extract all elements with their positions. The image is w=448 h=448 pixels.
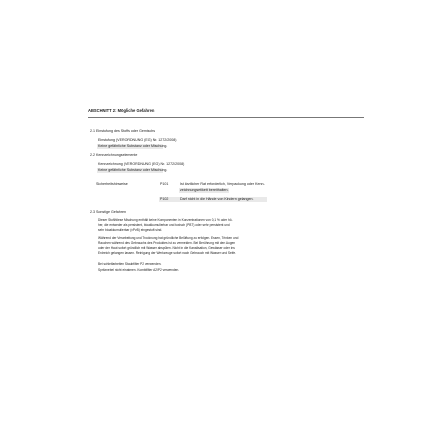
section-divider xyxy=(88,117,364,118)
s21-heading: 2.1 Einstufung des Stoffs oder Gemischs xyxy=(90,129,156,133)
section-heading: ABSCHNITT 2: Mögliche Gefahren xyxy=(88,108,155,113)
p101-text: Ist ärztlicher Rat erforderlich, Verpackung oder Kenn- xyxy=(180,182,265,186)
p101-code: P101 xyxy=(160,182,169,186)
s23-heading: 2.3 Sonstige Gefahren xyxy=(90,210,126,214)
s23-p2-line1: Während der Verarbeitung und Trocknung hat gründliche Belüftung zu erfolgen. Essen, Trinken und xyxy=(98,236,239,240)
s21-line1: Einstufung (VERORDNUNG (EG) Nr. 1272/2008) xyxy=(98,138,177,142)
s23-p1-line1: Dieser Stoff/diese Mischung enthält keine Komponenten in Konzentrationen von 0,1 % oder hö- xyxy=(98,218,233,222)
s23-p1-line2: her, die entweder als persistent, bioakkumulierbar und toxisch (PBT) oder sehr persistent und xyxy=(98,223,230,227)
s22-heading: 2.2 Kennzeichnungselemente xyxy=(90,153,138,157)
s23-p2-line3: oder der Haut sofort gründlich mit Wasser abspülen. Nicht in die Kanalisation, Gewässer oder ins xyxy=(98,246,235,250)
p101-cont: zeichnungsetikett bereithalten. xyxy=(180,188,229,192)
s22-line2: Keine gefährliche Substanz oder Mischung. xyxy=(98,168,168,172)
s23-p1-line3: sehr bioakkumulierbar (vPvB) eingestuft sind. xyxy=(98,228,163,232)
s23-p4: Spritznebel nicht einatmen. Kombifilter A2/P2 verwenden. xyxy=(98,268,180,272)
s23-p3: Bei schleifarbeiten Staubfilter P2 verwenden. xyxy=(98,262,162,266)
s23-p2-line2: Rauchen während des Gebrauchs des Produktes ist zu vermeiden. Bei Berührung mit den Augen xyxy=(98,241,236,245)
s22-line1: Kennzeichnung (VERORDNUNG (EG) Nr. 1272/2008) xyxy=(98,162,185,166)
s21-line2: Keine gefährliche Substanz oder Mischung. xyxy=(98,144,168,148)
p102-code: P102 xyxy=(160,197,169,201)
precaution-label: Sicherheitshinweise xyxy=(96,182,128,186)
p102-text: Darf nicht in die Hände von Kindern gelangen. xyxy=(180,197,254,201)
s23-p2-line4: Erdreich gelangen lassen. Reinigung der Werkzeuge sofort nach Gebrauch mit Wasser und Seife. xyxy=(98,251,237,255)
